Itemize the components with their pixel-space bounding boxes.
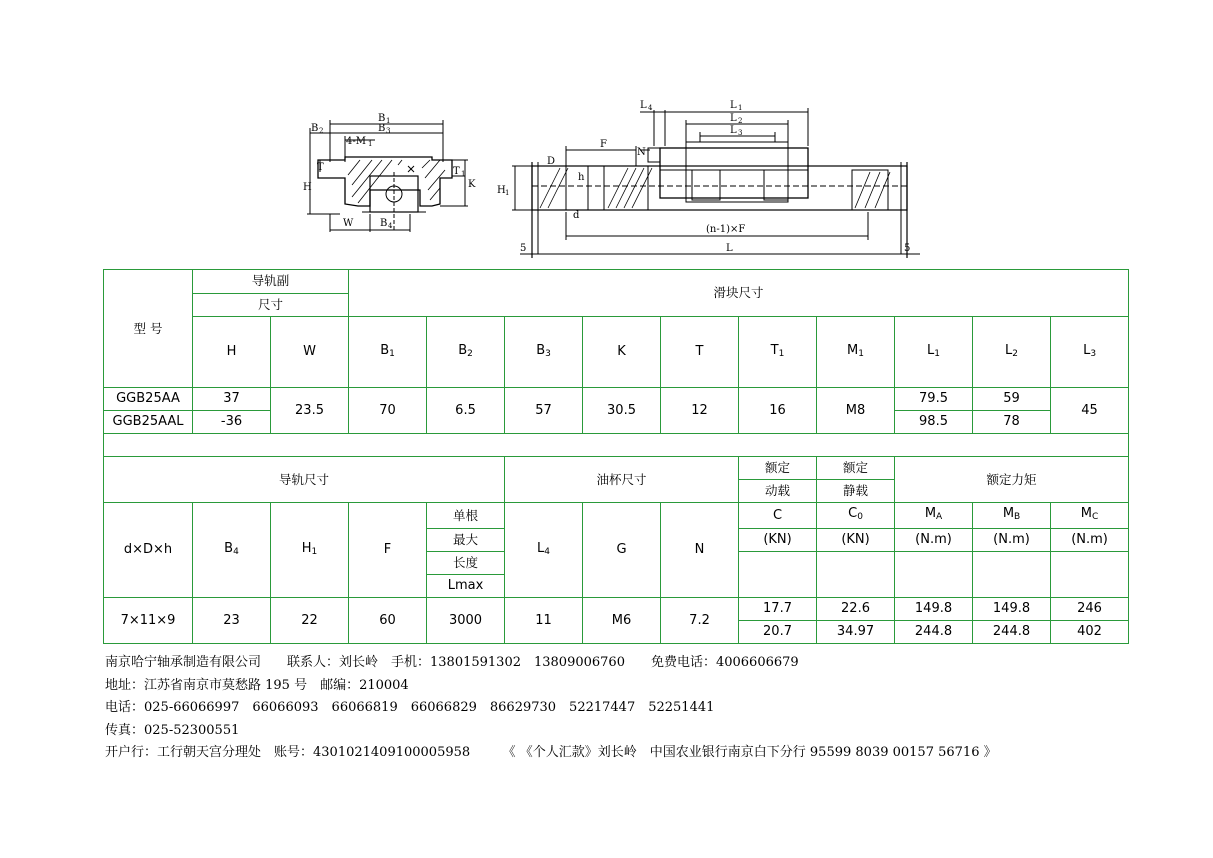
svg-text:L: L [726,243,733,254]
col-K: K [583,317,661,388]
unit-cell: (N.m) [895,529,973,552]
col-B1: $B_1$ [349,317,427,388]
cell: 37 [193,388,271,411]
company-line: 南京哈宁轴承制造有限公司 联系人：刘长岭 手机：13801591302 13809006760 免费电话：4006606679 [105,655,799,670]
col-W: W [271,317,349,388]
L4-header: $L_4$ [505,503,583,598]
MA-header: $M_A$ [895,503,973,529]
F-header: F [349,503,427,598]
svg-text:B: B [380,218,388,229]
cell: 402 [1051,621,1129,644]
C0-header: $C_0$ [817,503,895,529]
col-L3: $L_3$ [1051,317,1129,388]
cell: 79.5 [895,388,973,411]
svg-text:F: F [600,139,607,150]
cell: 30.5 [583,388,661,434]
svg-text:N: N [637,147,646,158]
svg-text:4-M: 4-M [346,136,366,147]
lmax-label: Lmax [427,575,505,598]
dynamic-load-label: 动载 [739,480,817,503]
cell: 244.8 [895,621,973,644]
cell: 6.5 [427,388,505,434]
cell: 149.8 [895,598,973,621]
dDh-header: d×D×h [104,503,193,598]
cell: M6 [583,598,661,644]
rated-moment-header: 额定力矩 [895,457,1129,503]
svg-text:L: L [730,100,737,111]
cell: 22.6 [817,598,895,621]
dimension-header-row [104,317,1129,388]
unit-cell: (N.m) [1051,529,1129,552]
svg-text:T: T [453,166,460,177]
svg-text:1: 1 [386,117,391,125]
svg-text:3: 3 [386,127,391,135]
cell: 11 [505,598,583,644]
cell: 149.8 [973,598,1051,621]
unit-cell: (N.m) [973,529,1051,552]
MB-header: $M_B$ [973,503,1051,529]
rail-pair-header: 导轨副 [193,270,349,294]
block-size-header: 滑块尺寸 [349,270,1129,317]
cell: 59 [973,388,1051,411]
col-B3: $B_3$ [505,317,583,388]
max-label: 最大 [427,529,505,552]
svg-text:1: 1 [738,104,743,112]
rated-label: 额定 [739,457,817,480]
svg-text:2: 2 [738,117,743,125]
svg-text:L: L [640,100,647,111]
svg-text:B: B [378,113,386,124]
C-header: C [739,503,817,529]
empty-cell [739,552,817,598]
static-load-label: 静载 [817,480,895,503]
table-row [104,388,1129,411]
cell: -36 [193,411,271,434]
svg-text:D: D [547,156,556,167]
svg-text:h: h [578,172,585,183]
svg-text:d: d [573,210,580,221]
svg-text:H: H [303,182,312,193]
cell: 57 [505,388,583,434]
model-cell: GGB25AAL [104,411,193,434]
cell: 60 [349,598,427,644]
model-header: 型 号 [104,270,193,388]
cell: 7×11×9 [104,598,193,644]
cell: 12 [661,388,739,434]
cell: 16 [739,388,817,434]
model-cell: GGB25AA [104,388,193,411]
col-M1: $M_1$ [817,317,895,388]
cell: 78 [973,411,1051,434]
col-L1: $L_1$ [895,317,973,388]
B4-header: $B_4$ [193,503,271,598]
svg-text:(n-1)×F: (n-1)×F [706,224,746,235]
N-header: N [661,503,739,598]
bank-line: 开户行：工行朝天宫分理处 账号：4301021409100005958 《 《个人汇款》刘长岭 中国农业银行南京白下分行 95599 8039 00157 56716 》 [105,745,997,760]
col-L2: $L_2$ [973,317,1051,388]
svg-text:5: 5 [904,243,911,254]
cell: 246 [1051,598,1129,621]
contact-footer [105,652,1205,765]
fax-line: 传真：025-52300551 [105,722,240,738]
MC-header: $M_C$ [1051,503,1129,529]
unit-cell: (KN) [739,529,817,552]
cell: 23 [193,598,271,644]
single-label: 单根 [427,503,505,529]
svg-text:5: 5 [520,243,527,254]
table-row [104,598,1129,621]
cell: 3000 [427,598,505,644]
H1-header: $H_1$ [271,503,349,598]
G-header: G [583,503,661,598]
svg-text:L: L [730,113,737,124]
svg-text:L: L [730,125,737,136]
cell: 22 [271,598,349,644]
cell: 7.2 [661,598,739,644]
cell: 34.97 [817,621,895,644]
svg-text:1: 1 [368,140,373,148]
cell: 17.7 [739,598,817,621]
cell: 20.7 [739,621,817,644]
svg-text:2: 2 [319,127,324,135]
rail-size-header: 导轨尺寸 [104,457,505,503]
svg-text:4: 4 [648,104,653,112]
empty-cell [895,552,973,598]
size-header: 尺寸 [193,293,349,317]
col-T: T [661,317,739,388]
oil-cup-header: 油杯尺寸 [505,457,739,503]
empty-cell [817,552,895,598]
empty-cell [1051,552,1129,598]
col-T1: $T_1$ [739,317,817,388]
spec-table [103,269,1129,644]
cell: M8 [817,388,895,434]
rated-label: 额定 [817,457,895,480]
svg-text:H: H [497,185,506,196]
svg-text:T: T [317,162,324,173]
spacer-row [104,434,1129,457]
cell: 70 [349,388,427,434]
cell: 45 [1051,388,1129,434]
svg-text:W: W [343,218,354,229]
cell: 244.8 [973,621,1051,644]
col-B2: $B_2$ [427,317,505,388]
unit-cell: (KN) [817,529,895,552]
svg-text:B: B [378,123,386,134]
phone-line: 电话：025-66066997 66066093 66066819 66066829 86629730 52217447 52251441 [105,700,715,715]
svg-text:B: B [311,123,319,134]
cell: 23.5 [271,388,349,434]
address-line: 地址：江苏省南京市莫愁路 195 号 邮编：210004 [105,677,409,693]
length-label: 长度 [427,552,505,575]
empty-cell [973,552,1051,598]
svg-text:K: K [468,179,476,190]
cell: 98.5 [895,411,973,434]
svg-text:3: 3 [738,129,743,137]
svg-text:1: 1 [505,189,510,197]
svg-text:1: 1 [461,170,466,178]
technical-drawing [0,0,1213,268]
svg-text:4: 4 [388,222,393,230]
col-H: H [193,317,271,388]
